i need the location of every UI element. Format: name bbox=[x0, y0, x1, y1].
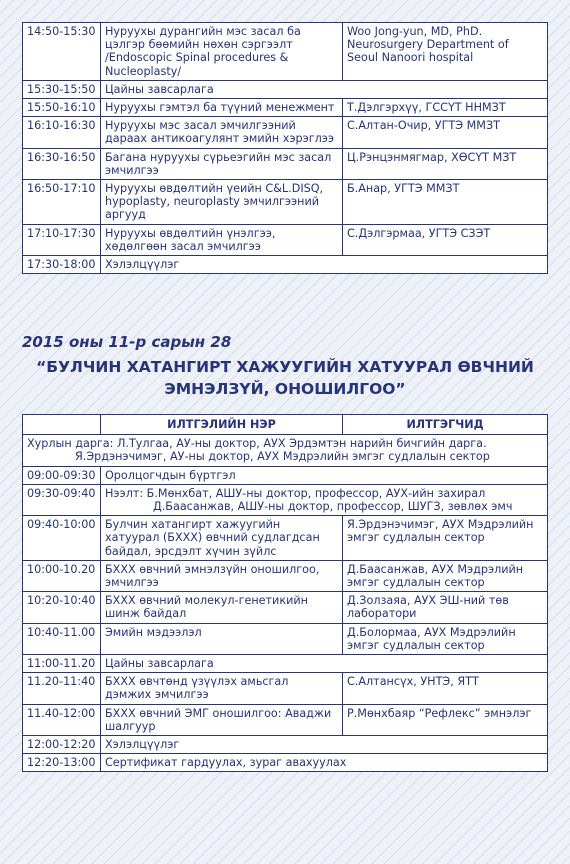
time-cell: 12:00-12:20 bbox=[23, 736, 101, 754]
time-cell: 11.20-11:40 bbox=[23, 673, 101, 704]
title-cell: Цайны завсарлага bbox=[101, 655, 548, 673]
title-cell: Нуруухы гэмтэл ба түүний менежмент bbox=[101, 99, 343, 117]
time-cell: 14:50-15:30 bbox=[23, 23, 101, 81]
title-cell: Булчин хатангирт хажуугийн хатуурал (БХХХ) өвчний судлагдсан байдал, эрсдэлт хүчин зүйлс bbox=[101, 516, 343, 561]
time-cell: 10:00-10.20 bbox=[23, 560, 101, 591]
time-cell: 09:00-09:30 bbox=[23, 466, 101, 484]
title-cell: Нуруухы өвдөлтийн үеийн C&L.DISQ, hypoplasty, neuroplasty эмчилгээний аргууд bbox=[101, 180, 343, 225]
speaker-cell: Б.Анар, УГТЭ ММЗТ bbox=[343, 180, 548, 225]
title-cell: Нуруухы дурангийн мэс засал ба цэлгэр бөөмийн нөхөн сэргээлт /Endoscopic Spinal procedures & Nucleoplasty/ bbox=[101, 23, 343, 81]
table-row bbox=[23, 148, 548, 179]
schedule-table-2 bbox=[22, 414, 548, 772]
table-row bbox=[23, 623, 548, 654]
title-cell: Эмийн мэдээлэл bbox=[101, 623, 343, 654]
title-cell: Хэлэлцүүлэг bbox=[101, 256, 548, 274]
schedule-table-1 bbox=[22, 22, 548, 274]
title-cell: Хэлэлцүүлэг bbox=[101, 736, 548, 754]
table-row bbox=[23, 99, 548, 117]
title-cell: БХХХ өвчний эмнэлзүйн оношилгоо, эмчилгээ bbox=[101, 560, 343, 591]
speaker-cell: Я.Эрдэнэчимэг, АУХ Мэдрэлийн эмгэг судлалын сектор bbox=[343, 516, 548, 561]
header-speaker: ИЛТГЭГЧИД bbox=[343, 415, 548, 435]
table-row bbox=[23, 117, 548, 148]
speaker-cell: Т.Дэлгэрхүү, ГССҮТ ННМЗТ bbox=[343, 99, 548, 117]
speaker-cell: С.Алтан-Очир, УГТЭ ММЗТ bbox=[343, 117, 548, 148]
table-header-row bbox=[23, 415, 548, 435]
opening-line-2: Д.Баасанжав, АШУ-ны доктор, профессор, ШУГЗ, зөвлөх эмч bbox=[153, 500, 513, 514]
table-row bbox=[23, 736, 548, 754]
time-cell: 15:30-15:50 bbox=[23, 80, 101, 98]
session-title bbox=[22, 356, 548, 400]
title-cell: Оролцогчдын бүртгэл bbox=[101, 466, 548, 484]
table-row bbox=[23, 754, 548, 772]
time-cell: 09:40-10:00 bbox=[23, 516, 101, 561]
time-cell: 16:50-17:10 bbox=[23, 180, 101, 225]
date-heading: 2015 оны 11-р сарын 28 bbox=[22, 333, 232, 351]
time-cell: 11.40-12:00 bbox=[23, 704, 101, 735]
table-row bbox=[23, 673, 548, 704]
chair-row bbox=[23, 435, 548, 466]
session-title-line-1: “БУЛЧИН ХАТАНГИРТ ХАЖУУГИЙН ХАТУУРАЛ ӨВЧНИЙ bbox=[36, 358, 534, 376]
title-cell: Нуруухы мэс засал эмчилгээний дараах антикоагулянт эмийн хэрэглээ bbox=[101, 117, 343, 148]
title-cell: БХХХ өвчний молекул-генетикийн шинж байдал bbox=[101, 592, 343, 623]
time-cell: 10:20-10:40 bbox=[23, 592, 101, 623]
header-title: ИЛТГЭЛИЙН НЭР bbox=[101, 415, 343, 435]
chair-line-1: Хурлын дарга: Л.Тулгаа, АУ-ны доктор, АУХ Эрдэмтэн нарийн бичгийн дарга. bbox=[27, 437, 487, 451]
title-cell: Сертификат гардуулах, зураг авахуулах bbox=[101, 754, 548, 772]
opening-cell bbox=[101, 484, 548, 515]
time-cell: 16:10-16:30 bbox=[23, 117, 101, 148]
table-row bbox=[23, 256, 548, 274]
speaker-cell: Д.Золзаяа, АУХ ЭШ-ний төв лаборатори bbox=[343, 592, 548, 623]
title-cell: Багана нуруухы сүрьеэгийн мэс засал эмчилгээ bbox=[101, 148, 343, 179]
time-cell: 17:10-17:30 bbox=[23, 224, 101, 255]
speaker-cell: Р.Мөнхбаяр “Рефлекс” эмнэлэг bbox=[343, 704, 548, 735]
speaker-cell: С.Алтансүх, УНТЭ, ЯТТ bbox=[343, 673, 548, 704]
opening-row bbox=[23, 484, 548, 515]
table-row bbox=[23, 655, 548, 673]
table-row bbox=[23, 516, 548, 561]
time-cell: 10:40-11.00 bbox=[23, 623, 101, 654]
speaker-cell: Д.Болормаа, АУХ Мэдрэлийн эмгэг судлалын сектор bbox=[343, 623, 548, 654]
title-cell: Нуруухы өвдөлтийн үнэлгээ, хөдөлгөөн засал эмчилгээ bbox=[101, 224, 343, 255]
header-time bbox=[23, 415, 101, 435]
time-cell: 12:20-13:00 bbox=[23, 754, 101, 772]
title-cell: Цайны завсарлага bbox=[101, 80, 548, 98]
title-cell: БХХХ өвчтөнд үзүүлэх амьсгал дэмжих эмчилгээ bbox=[101, 673, 343, 704]
session-title-line-2: ЭМНЭЛЗҮЙ, ОНОШИЛГОО” bbox=[164, 380, 406, 398]
speaker-cell: Woo Jong-yun, MD, PhD. Neurosurgery Department of Seoul Nanoori hospital bbox=[343, 23, 548, 81]
table-row bbox=[23, 466, 548, 484]
time-cell: 09:30-09:40 bbox=[23, 484, 101, 515]
table-row bbox=[23, 80, 548, 98]
speaker-cell: С.Дэлгэрмаа, УГТЭ СЗЭТ bbox=[343, 224, 548, 255]
chair-cell bbox=[23, 435, 548, 466]
table-row bbox=[23, 560, 548, 591]
table-row bbox=[23, 180, 548, 225]
time-cell: 17:30-18:00 bbox=[23, 256, 101, 274]
title-cell: БХХХ өвчний ЭМГ оношилгоо: Аваджи шалгуур bbox=[101, 704, 343, 735]
table-row bbox=[23, 23, 548, 81]
time-cell: 11:00-11.20 bbox=[23, 655, 101, 673]
time-cell: 15:50-16:10 bbox=[23, 99, 101, 117]
opening-line-1: Нээлт: Б.Мөнхбат, АШУ-ны доктор, профессор, АУХ-ийн захирал bbox=[105, 486, 486, 500]
speaker-cell: Ц.Рэнцэнмягмар, ХӨСҮТ МЗТ bbox=[343, 148, 548, 179]
speaker-cell: Д.Баасанжав, АУХ Мэдрэлийн эмгэг судлалын сектор bbox=[343, 560, 548, 591]
table-row bbox=[23, 592, 548, 623]
time-cell: 16:30-16:50 bbox=[23, 148, 101, 179]
chair-line-2: Я.Эрдэнэчимэг, АУ-ны доктор, АУХ Мэдрэлийн эмгэг судлалын сектор bbox=[75, 450, 490, 464]
table-row bbox=[23, 704, 548, 735]
table-row bbox=[23, 224, 548, 255]
